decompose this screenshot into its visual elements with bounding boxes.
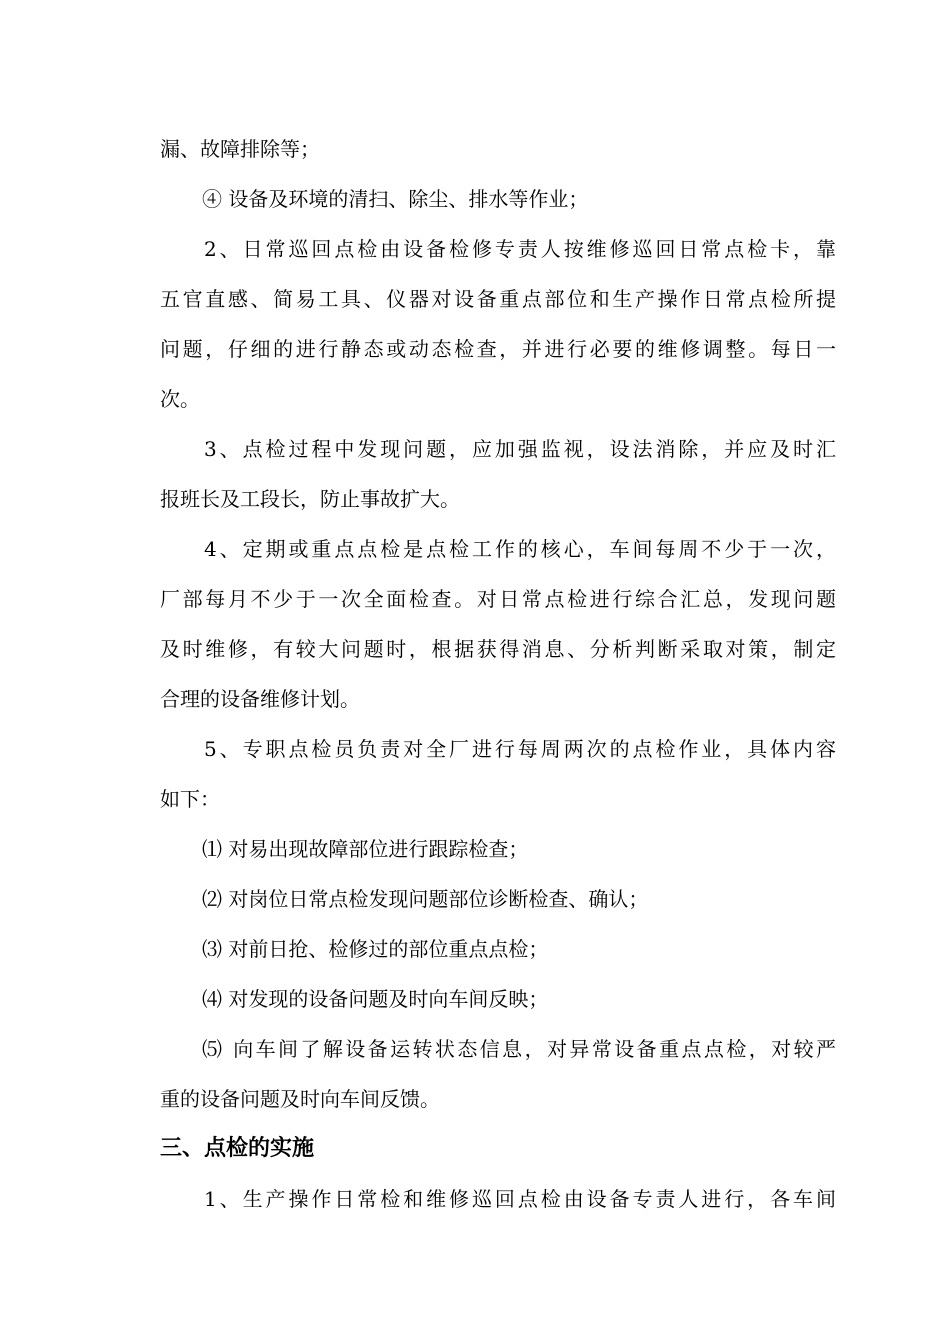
- document-page: [160, 124, 836, 1224]
- paragraph-line: 五官直感、简易工具、仪器对设备重点部位和生产操作日常点检所提: [160, 287, 836, 311]
- sub-item-4: ⑷ 对发现的设备问题及时向车间反映；: [202, 987, 549, 1011]
- paragraph-line: 重的设备问题及时向车间反馈。: [160, 1087, 440, 1111]
- paragraph-line: 次。: [160, 387, 200, 411]
- paragraph-line: 5、专职点检员负责对全厂进行每周两次的点检作业，具体内容: [204, 737, 836, 761]
- paragraph-line: 4、定期或重点点检是点检工作的核心，车间每周不少于一次，: [204, 537, 836, 561]
- sub-item-5: [160, 1024, 836, 1124]
- paragraph-2: [160, 224, 836, 424]
- paragraph-line: 问题，仔细的进行静态或动态检查，并进行必要的维修调整。每日一: [160, 337, 836, 361]
- paragraph-line: 2、日常巡回点检由设备检修专责人按维修巡回日常点检卡，靠: [204, 237, 836, 261]
- paragraph-line: 合理的设备维修计划。: [160, 687, 360, 711]
- paragraph-5: [160, 724, 836, 824]
- paragraph-line: 如下：: [160, 787, 220, 811]
- sub-item-2: ⑵ 对岗位日常点检发现问题部位诊断检查、确认；: [202, 887, 649, 911]
- paragraph-line: 及时维修，有较大问题时，根据获得消息、分析判断采取对策，制定: [160, 637, 836, 661]
- sub-item-3: ⑶ 对前日抢、检修过的部位重点点检；: [202, 937, 549, 961]
- continuation-line: 漏、故障排除等；: [160, 137, 320, 161]
- paragraph-line: ⑸ 向车间了解设备运转状态信息，对异常设备重点点检，对较严: [202, 1037, 836, 1061]
- list-item-4: ④ 设备及环境的清扫、除尘、排水等作业；: [202, 187, 589, 211]
- paragraph-4: [160, 524, 836, 724]
- paragraph-line: 报班长及工段长，防止事故扩大。: [160, 487, 460, 511]
- sub-item-1: ⑴ 对易出现故障部位进行跟踪检查；: [202, 837, 529, 861]
- section-heading: 三、点检的实施: [160, 1136, 315, 1161]
- paragraph-line: 3、点检过程中发现问题，应加强监视，设法消除，并应及时汇: [204, 437, 836, 461]
- paragraph-3: [160, 424, 836, 524]
- paragraph-line: 厂部每月不少于一次全面检查。对日常点检进行综合汇总，发现问题: [160, 587, 836, 611]
- section-paragraph-line: 1、生产操作日常检和维修巡回点检由设备专责人进行，各车间: [204, 1187, 836, 1211]
